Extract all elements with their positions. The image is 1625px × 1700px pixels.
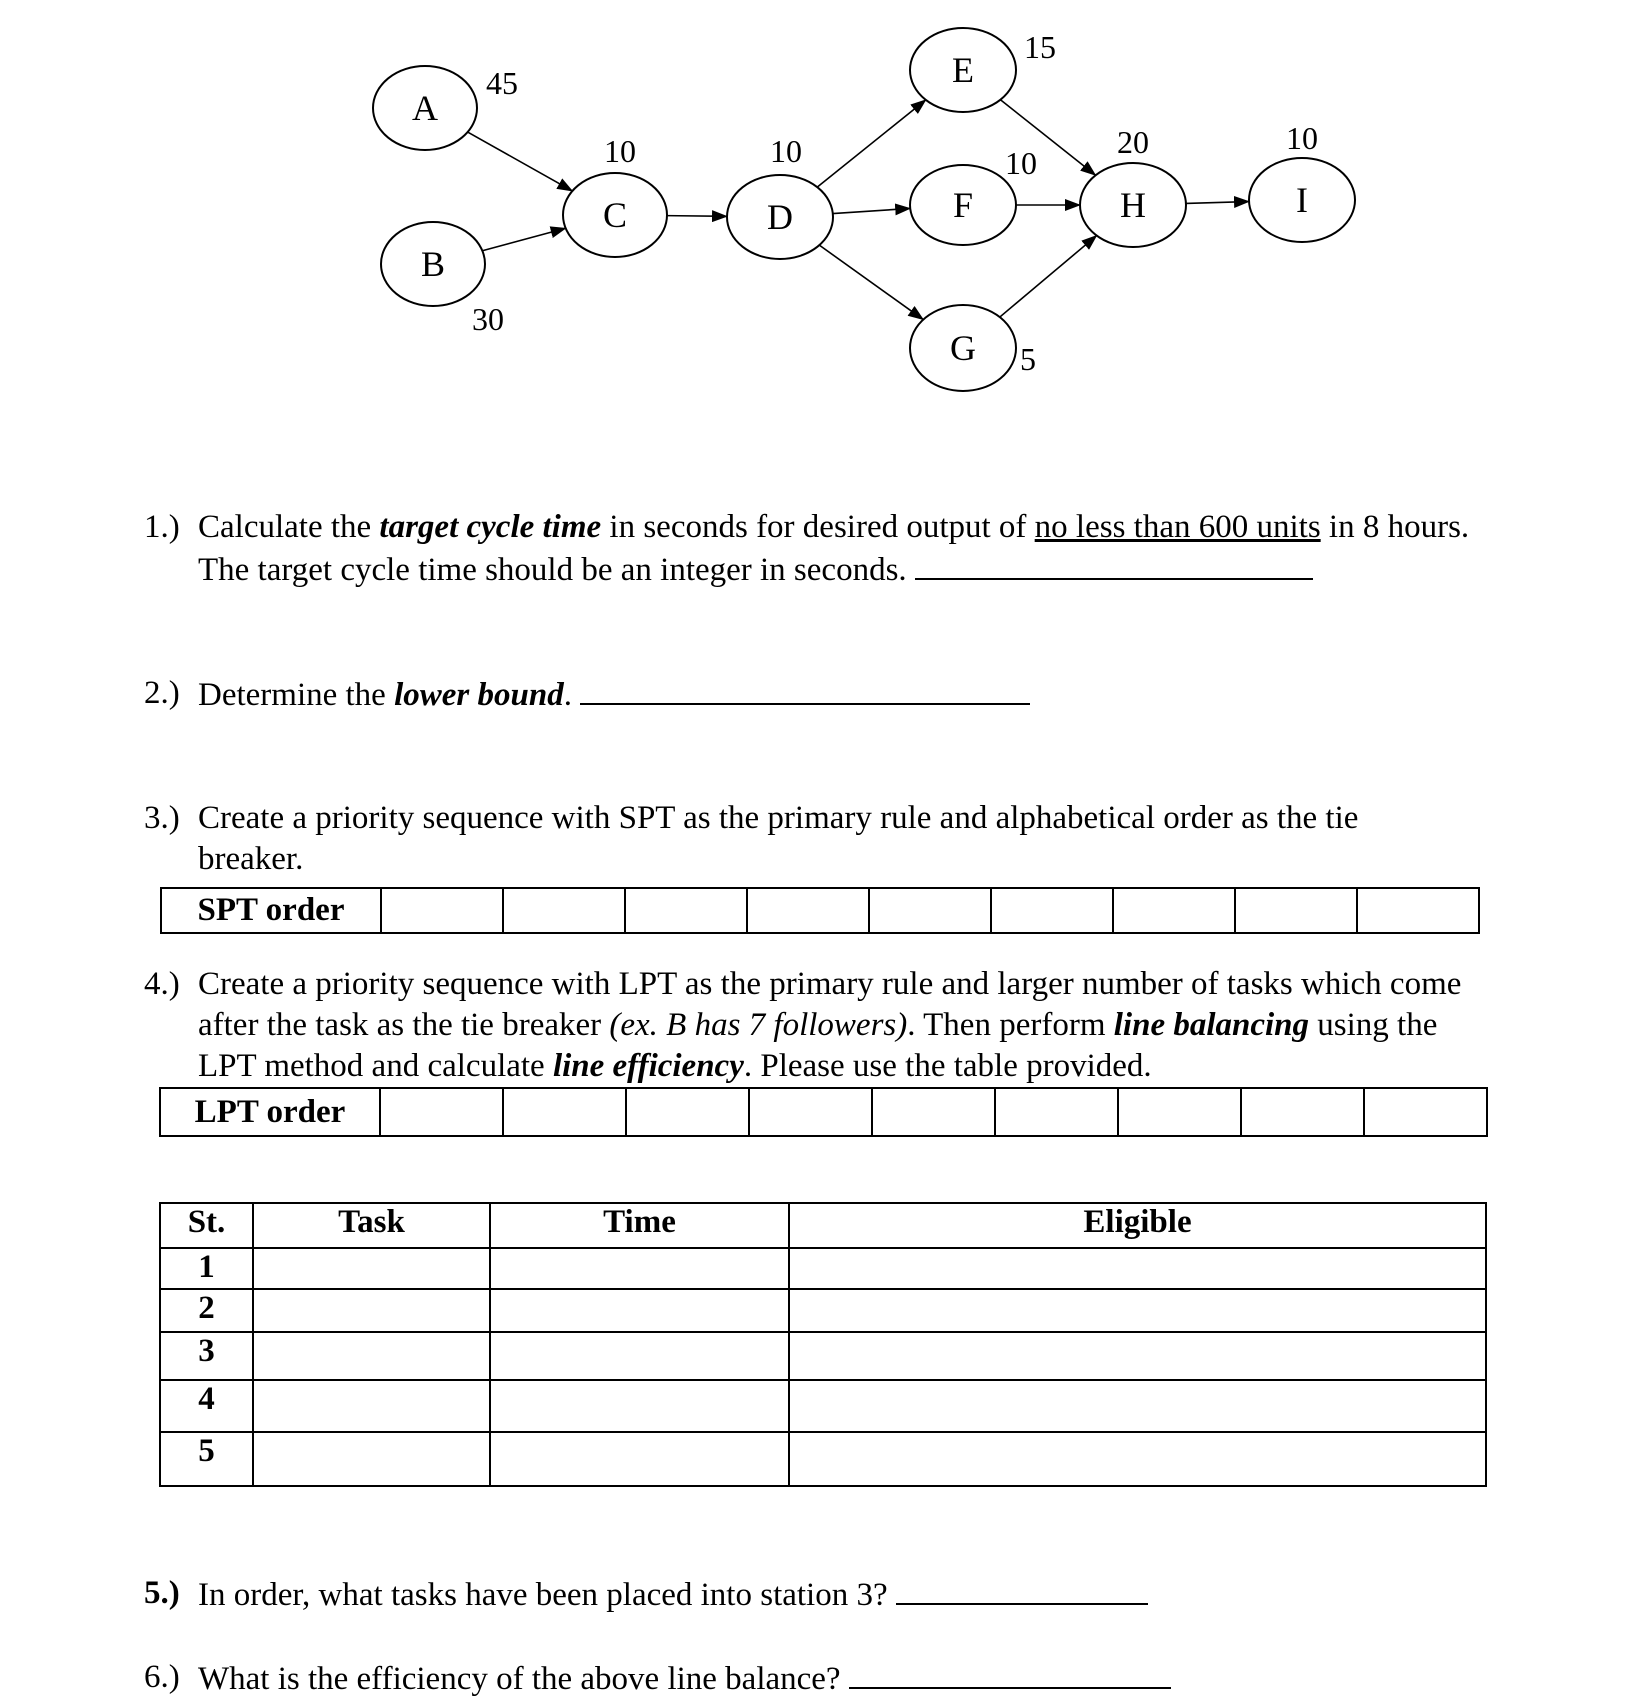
node-e-label: E: [952, 50, 974, 90]
task-cell[interactable]: [253, 1432, 490, 1486]
station-number: 4: [160, 1380, 253, 1432]
lpt-order-cell[interactable]: [995, 1088, 1118, 1136]
spt-order-label: SPT order: [161, 888, 381, 933]
node-c-label: C: [602, 195, 628, 235]
node-g-label: G: [950, 328, 976, 368]
station-number: 1: [160, 1248, 253, 1289]
question-5-number: 5.): [144, 1575, 180, 1611]
question-1-number: 1.): [144, 509, 180, 545]
spt-order-cell[interactable]: [869, 888, 991, 933]
spt-order-cell[interactable]: [625, 888, 747, 933]
station-table: [159, 1202, 1487, 1487]
spt-order-cell[interactable]: [1357, 888, 1479, 933]
question-3-number: 3.): [144, 800, 180, 836]
time-cell[interactable]: [490, 1432, 789, 1486]
node-a-time: 45: [486, 65, 518, 101]
question-2-number: 2.): [144, 675, 180, 711]
eligible-cell[interactable]: [789, 1289, 1486, 1332]
edge-c-d: [667, 216, 727, 217]
lpt-order-label: LPT order: [160, 1088, 380, 1136]
precedence-diagram: [0, 0, 1625, 440]
answer-blank-1[interactable]: [915, 548, 1313, 580]
question-6-number: 6.): [144, 1659, 180, 1695]
spt-order-table: [160, 887, 1480, 934]
table-row: [160, 1432, 1486, 1486]
time-cell[interactable]: [490, 1332, 789, 1380]
time-cell[interactable]: [490, 1380, 789, 1432]
node-c-time: 10: [604, 133, 636, 169]
lpt-order-cell[interactable]: [1118, 1088, 1241, 1136]
node-i-time: 10: [1286, 120, 1318, 156]
node-f-time: 10: [1005, 145, 1037, 181]
station-number: 2: [160, 1289, 253, 1332]
eligible-cell[interactable]: [789, 1432, 1486, 1486]
edge-d-e: [817, 100, 926, 187]
task-cell[interactable]: [253, 1380, 490, 1432]
node-d-label: D: [767, 197, 793, 237]
time-cell[interactable]: [490, 1248, 789, 1289]
station-number: 5: [160, 1432, 253, 1486]
lpt-order-cell[interactable]: [626, 1088, 749, 1136]
node-h-label: H: [1120, 185, 1146, 225]
question-4-number: 4.): [144, 966, 180, 1002]
task-cell[interactable]: [253, 1289, 490, 1332]
spt-order-cell[interactable]: [747, 888, 869, 933]
task-cell[interactable]: [253, 1248, 490, 1289]
edge-d-f: [833, 208, 910, 213]
edge-h-i: [1186, 202, 1249, 204]
node-b-time: 30: [472, 301, 504, 337]
spt-order-cell[interactable]: [1113, 888, 1235, 933]
node-g-time: 5: [1020, 341, 1036, 377]
spt-order-cell[interactable]: [381, 888, 503, 933]
spt-order-cell[interactable]: [1235, 888, 1357, 933]
node-e-time: 15: [1024, 29, 1056, 65]
node-a-label: A: [412, 88, 438, 128]
header-station: St.: [160, 1203, 253, 1248]
edge-g-h: [1000, 236, 1097, 317]
lpt-order-cell[interactable]: [872, 1088, 995, 1136]
edge-d-g: [819, 245, 923, 319]
answer-blank-6[interactable]: [849, 1657, 1171, 1689]
edge-b-c: [482, 228, 565, 250]
time-cell[interactable]: [490, 1289, 789, 1332]
spt-order-cell[interactable]: [991, 888, 1113, 933]
spt-order-cell[interactable]: [503, 888, 625, 933]
eligible-cell[interactable]: [789, 1380, 1486, 1432]
lpt-order-cell[interactable]: [1241, 1088, 1364, 1136]
node-d-time: 10: [770, 133, 802, 169]
eligible-cell[interactable]: [789, 1332, 1486, 1380]
table-row: [160, 1332, 1486, 1380]
header-task: Task: [253, 1203, 490, 1248]
eligible-cell[interactable]: [789, 1248, 1486, 1289]
lpt-order-cell[interactable]: [380, 1088, 503, 1136]
task-cell[interactable]: [253, 1332, 490, 1380]
table-row: [160, 1380, 1486, 1432]
lpt-order-table: [159, 1087, 1488, 1137]
lpt-order-cell[interactable]: [503, 1088, 626, 1136]
station-number: 3: [160, 1332, 253, 1380]
edge-a-c: [468, 132, 573, 191]
answer-blank-2[interactable]: [580, 673, 1030, 705]
node-i-label: I: [1296, 180, 1308, 220]
lpt-order-cell[interactable]: [749, 1088, 872, 1136]
node-h-time: 20: [1117, 124, 1149, 160]
node-f-label: F: [952, 185, 974, 225]
answer-blank-5[interactable]: [896, 1573, 1148, 1605]
table-row: [160, 1289, 1486, 1332]
header-time: Time: [490, 1203, 789, 1248]
header-eligible: Eligible: [789, 1203, 1486, 1248]
table-row: [160, 1248, 1486, 1289]
lpt-order-cell[interactable]: [1364, 1088, 1487, 1136]
node-b-label: B: [420, 244, 446, 284]
